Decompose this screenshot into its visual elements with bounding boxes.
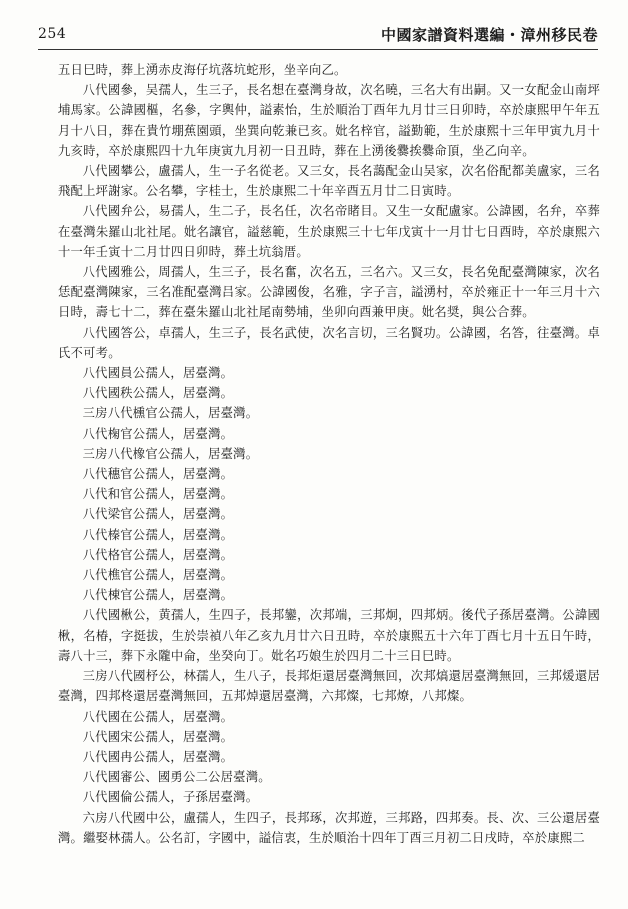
paragraph: 八代國弁公，易孺人，生二子，長名任，次名帝睹目。又生一女配盧家。公諱國，名弁，卒葬在臺灣朱羅山北社尾。妣名讓官，謚慈範，生於康熙三十七年戊寅十一月廿七日酉時，卒於康熙六十一年壬寅十二月廿四日卯時，葬土坑翁厝。 xyxy=(58,204,600,259)
paragraph: 三房八代櫄官公孺人，居臺灣。 xyxy=(82,406,259,421)
paragraph: 八代國審公、國勇公二公居臺灣。 xyxy=(82,770,271,785)
paragraph: 八代國參，吴孺人，生三子，長名想在臺灣身故，次名曉，三名大有出嗣。又一女配金山南坪埔馬家。公諱國樞，名參，字輿仲，謚素怡，生於順治丁酉年九月廿三日卯時，卒於康熙甲午年五月十八日，葬在貴竹堋蕉園頭，坐巽向乾兼已亥。妣名梓官，謚勤範，生於康熙十三年甲寅九月十九亥時，卒於康熙四十九年庚寅九月初一日丑時，葬在上湧後爨挨爨命頂，坐乙向辛。 xyxy=(58,83,600,158)
paragraph: 八代樵官公孺人，居臺灣。 xyxy=(82,568,234,583)
paragraph: 八代國冉公孺人，居臺灣。 xyxy=(82,749,234,764)
paragraph: 八代國倫公孺人，子孫居臺灣。 xyxy=(82,790,259,805)
paragraph: 三房八代國杼公，林孺人，生八子，長邦炬還居臺灣無回，次邦熇還居臺灣無回，三邦煖還居臺灣，四邦柊還居臺灣無回，五邦焯還居臺灣，六邦燦，七邦燎，八邦燦。 xyxy=(58,669,600,704)
paragraph: 八代國楸公，黄孺人，生四子，長邦鑾，次邦端，三邦炯，四邦炳。後代子孫居臺灣。公諱國楸，名椿，字挺拔，生於崇禎八年乙亥九月廿六日丑時，卒於康熙五十六年丁酉七月十五日午時，壽八十三，葬下永隴中侖，坐癸向丁。妣名巧娘生於四月二十三日巳時。 xyxy=(58,608,600,663)
paragraph: 六房八代國中公，盧孺人，生四子，長邦琢，次邦遊，三邦路，四邦奏。長、次、三公還居臺灣。繼娶林孺人。公名訂，字國中，謚信衷，生於順治十四年丁酉三月初二日戌時，卒於康熙二 xyxy=(58,810,600,845)
paragraph: 八代國宋公孺人，居臺灣。 xyxy=(82,729,234,744)
paragraph: 八代榛官公孺人，居臺灣。 xyxy=(82,527,234,542)
paragraph: 八代梁官公孺人，居臺灣。 xyxy=(82,507,234,522)
paragraph: 八代和官公孺人，居臺灣。 xyxy=(82,487,234,502)
paragraph: 三房八代橡官公孺人，居臺灣。 xyxy=(82,446,259,461)
paragraph: 八代棟官公孺人，居臺灣。 xyxy=(82,588,234,603)
paragraph: 八代國雅公，周孺人，生三子，長名奮，次名五，三名六。又三女，長名免配臺灣陳家，次名恁配臺灣陳家，三名准配臺灣吕家。公諱國俊，名雅，字子言，謚湧村，卒於雍正十一年三月十六日時，壽七十二，葬在臺朱羅山北社尾南勢埔，坐卯向酉兼甲庚。妣名奨，與公合葬。 xyxy=(58,265,600,320)
page-number: 254 xyxy=(38,26,67,42)
paragraph: 八代國在公孺人，居臺灣。 xyxy=(82,709,234,724)
paragraph: 八代國員公孺人，居臺灣。 xyxy=(82,366,234,381)
paragraph: 八代國攀公，盧孺人，生一子名從老。又三女，長名藹配金山吴家，次名俗配都美盧家，三名飛配上坪謝家。公名攀，字桂士，生於康熙二十年辛酉五月廿二日寅時。 xyxy=(58,164,600,199)
page-header xyxy=(38,20,598,48)
paragraph: 五日巳時，葬上湧赤皮海仔坑落坑蛇形，坐辛向乙。 xyxy=(58,63,347,77)
paragraph: 八代格官公孺人，居臺灣。 xyxy=(82,547,234,562)
paragraph: 八代國答公，卓孺人，生三子，長名武使，次名言切，三名賢功。公諱國，名答，往臺灣。卓氏不可考。 xyxy=(58,325,600,360)
body-text xyxy=(58,60,600,848)
paragraph: 八代國秩公孺人，居臺灣。 xyxy=(82,386,234,401)
paragraph: 八代椈官公孺人，居臺灣。 xyxy=(82,426,234,441)
paragraph: 八代穗官公孺人，居臺灣。 xyxy=(82,467,234,482)
header-divider xyxy=(38,49,598,50)
running-title: 中國家譜資料選編・漳州移民卷 xyxy=(380,26,598,44)
